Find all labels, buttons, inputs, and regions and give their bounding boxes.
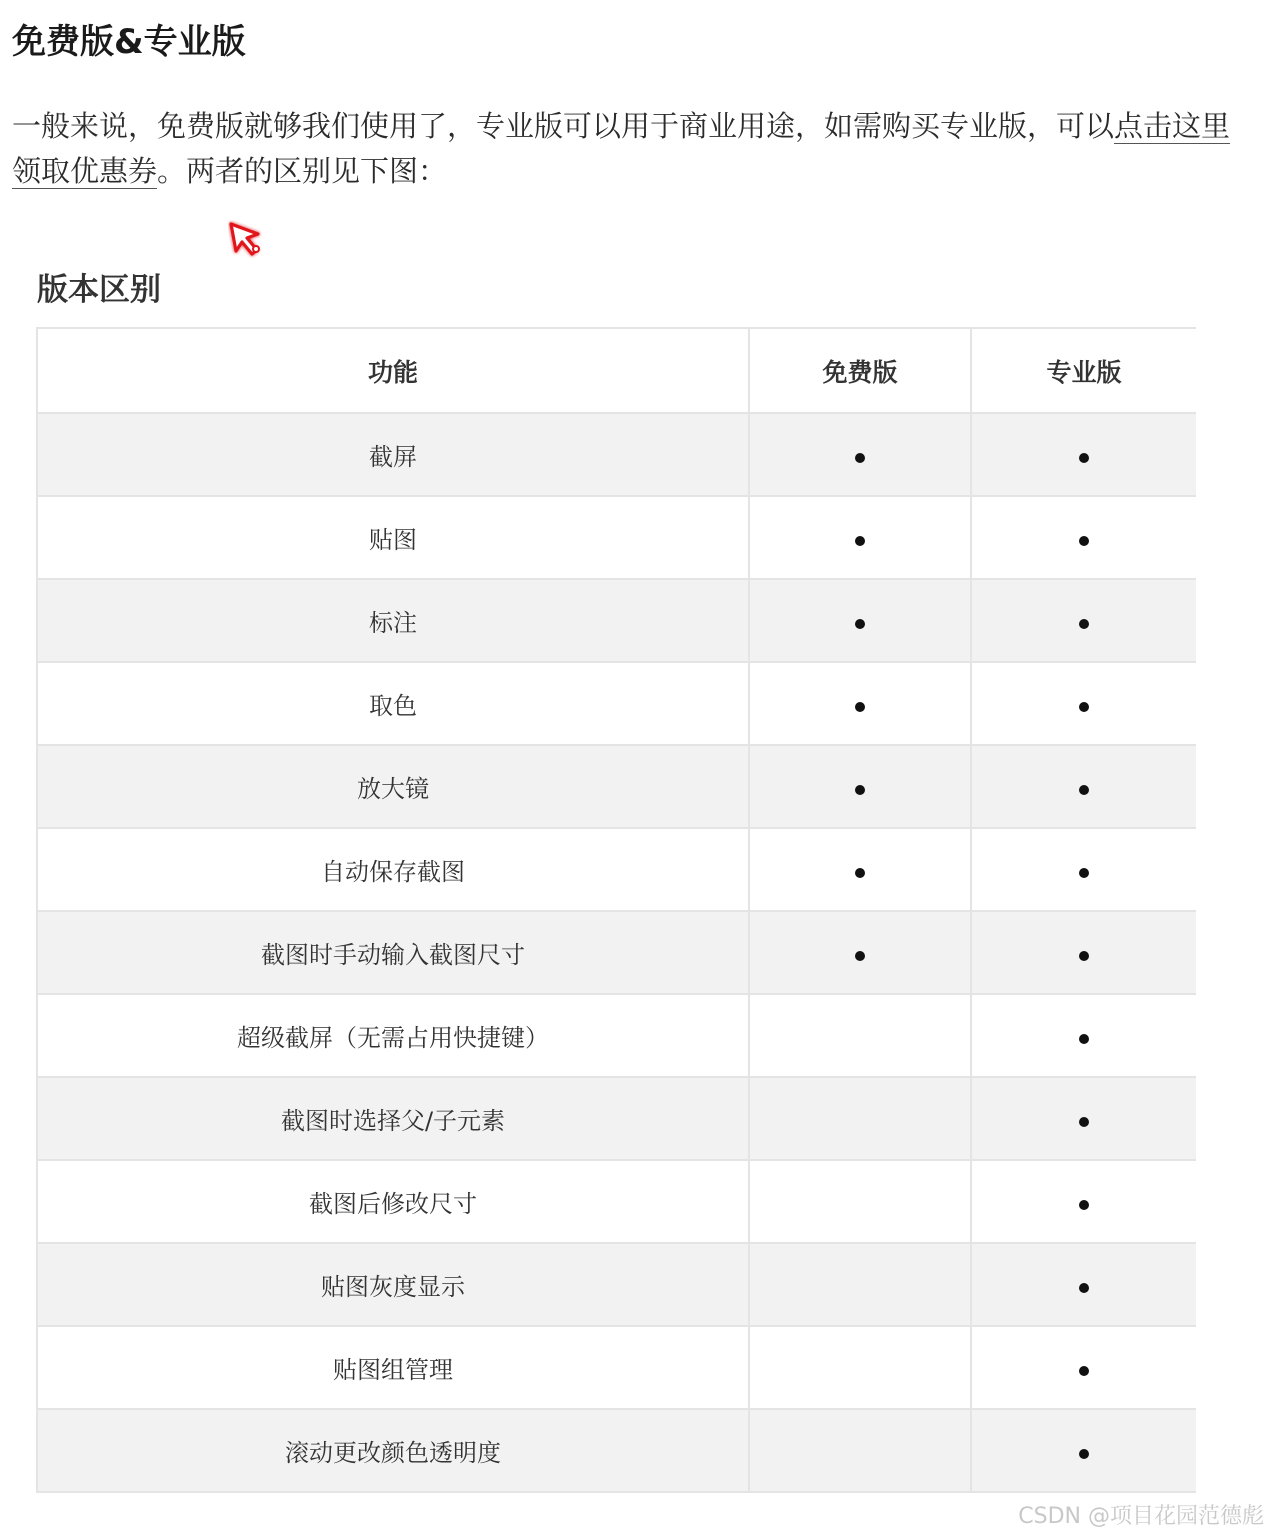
free-cell xyxy=(749,1326,971,1409)
feature-cell: 贴图灰度显示 xyxy=(37,1243,749,1326)
feature-cell: 超级截屏（无需占用快捷键） xyxy=(37,994,749,1077)
table-body xyxy=(37,413,1196,1492)
bullet-icon xyxy=(855,785,865,795)
free-cell xyxy=(749,994,971,1077)
free-cell xyxy=(749,413,971,496)
bullet-icon xyxy=(1079,1117,1089,1127)
pro-cell xyxy=(971,1409,1196,1492)
table-row xyxy=(37,496,1196,579)
table-row xyxy=(37,828,1196,911)
pro-cell xyxy=(971,1077,1196,1160)
feature-cell: 贴图 xyxy=(37,496,749,579)
bullet-icon xyxy=(1079,1283,1089,1293)
bullet-icon xyxy=(1079,951,1089,961)
comparison-table xyxy=(36,327,1196,1493)
free-cell xyxy=(749,1409,971,1492)
pro-cell xyxy=(971,1160,1196,1243)
feature-cell: 标注 xyxy=(37,579,749,662)
feature-cell: 截图后修改尺寸 xyxy=(37,1160,749,1243)
bullet-icon xyxy=(855,868,865,878)
pro-cell xyxy=(971,1243,1196,1326)
section-heading: 版本区别 xyxy=(37,272,161,308)
table-row xyxy=(37,662,1196,745)
table-row xyxy=(37,1160,1196,1243)
header-pro: 专业版 xyxy=(971,328,1196,413)
bullet-icon xyxy=(855,951,865,961)
intro-paragraph xyxy=(12,104,1232,194)
free-cell xyxy=(749,1077,971,1160)
coupon-link[interactable]: 点击这里领取优惠券 xyxy=(12,109,1231,188)
pro-cell xyxy=(971,662,1196,745)
pro-cell xyxy=(971,828,1196,911)
table-row xyxy=(37,745,1196,828)
comparison-table-wrapper xyxy=(36,327,1196,1519)
pro-cell xyxy=(971,745,1196,828)
free-cell xyxy=(749,828,971,911)
table-row xyxy=(37,1409,1196,1492)
intro-text-before: 一般来说，免费版就够我们使用了，专业版可以用于商业用途，如需购买专业版，可以 xyxy=(12,109,1115,143)
table-row xyxy=(37,911,1196,994)
bullet-icon xyxy=(1079,702,1089,712)
feature-cell: 滚动更改颜色透明度 xyxy=(37,1409,749,1492)
pro-cell xyxy=(971,1326,1196,1409)
free-cell xyxy=(749,496,971,579)
free-cell xyxy=(749,911,971,994)
feature-cell: 取色 xyxy=(37,662,749,745)
bullet-icon xyxy=(1079,619,1089,629)
header-free: 免费版 xyxy=(749,328,971,413)
table-row xyxy=(37,579,1196,662)
free-cell xyxy=(749,662,971,745)
pro-cell xyxy=(971,413,1196,496)
bullet-icon xyxy=(855,619,865,629)
feature-cell: 贴图组管理 xyxy=(37,1326,749,1409)
bullet-icon xyxy=(1079,1449,1089,1459)
feature-cell: 自动保存截图 xyxy=(37,828,749,911)
bullet-icon xyxy=(855,536,865,546)
bullet-icon xyxy=(1079,1366,1089,1376)
watermark: CSDN @项目花园范德彪 xyxy=(1018,1504,1264,1529)
pro-cell xyxy=(971,496,1196,579)
free-cell xyxy=(749,745,971,828)
bullet-icon xyxy=(1079,1034,1089,1044)
feature-cell: 截图时选择父/子元素 xyxy=(37,1077,749,1160)
pro-cell xyxy=(971,579,1196,662)
feature-cell: 放大镜 xyxy=(37,745,749,828)
table-header-row xyxy=(37,328,1196,413)
pro-cell xyxy=(971,994,1196,1077)
bullet-icon xyxy=(1079,785,1089,795)
intro-text-after: 。两者的区别见下图： xyxy=(157,154,448,188)
pro-cell xyxy=(971,911,1196,994)
free-cell xyxy=(749,1160,971,1243)
table-row xyxy=(37,1077,1196,1160)
feature-cell: 截图时手动输入截图尺寸 xyxy=(37,911,749,994)
table-row xyxy=(37,994,1196,1077)
page-title: 免费版&专业版 xyxy=(12,22,246,62)
mouse-pointer-icon xyxy=(228,220,268,260)
free-cell xyxy=(749,579,971,662)
table-row xyxy=(37,1243,1196,1326)
bullet-icon xyxy=(1079,868,1089,878)
free-cell xyxy=(749,1243,971,1326)
bullet-icon xyxy=(855,453,865,463)
header-feature: 功能 xyxy=(37,328,749,413)
bullet-icon xyxy=(1079,453,1089,463)
table-row xyxy=(37,413,1196,496)
bullet-icon xyxy=(855,702,865,712)
table-row xyxy=(37,1326,1196,1409)
feature-cell: 截屏 xyxy=(37,413,749,496)
bullet-icon xyxy=(1079,536,1089,546)
bullet-icon xyxy=(1079,1200,1089,1210)
